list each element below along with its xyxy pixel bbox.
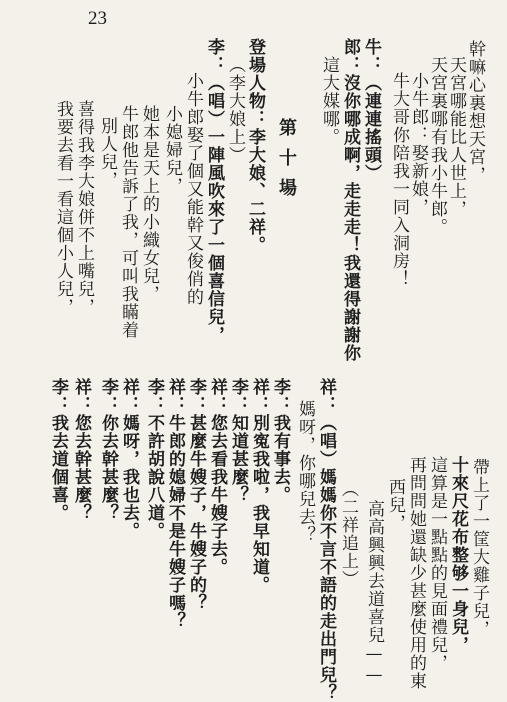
text-column: 她本是天上的小織女兒， — [139, 105, 159, 303]
text-column: 高高興興去道喜兒—— — [364, 500, 384, 686]
text-column: 李：我去道個喜。 — [48, 378, 68, 522]
text-column: 這算是一點點的見面禮兒， — [427, 456, 447, 672]
text-column: 這大媒哪。 — [319, 56, 339, 146]
page-number: 23 — [88, 8, 107, 29]
text-column: 小牛郎娶了個又能幹又俊俏的 — [183, 72, 203, 306]
text-column: 喜得我李大娘併不上嘴兒， — [74, 100, 94, 316]
text-column: 祥：牛郎的媳婦不是牛嫂子嗎？ — [165, 378, 185, 630]
text-column: 再問問她還缺少甚麼使用的東 — [406, 456, 426, 690]
text-column: 我要去看一看這個小人兒， — [53, 100, 73, 316]
text-column: 西兒， — [385, 478, 405, 532]
text-column: 天宮哪能比人世上， — [446, 56, 466, 218]
text-column: 李：我有事去。 — [270, 378, 290, 504]
text-column: 李：你去幹甚麼？ — [98, 378, 118, 522]
stage-direction: （李大娘上） — [225, 56, 245, 164]
text-column: 牛郎他告訴了我，可叫我瞞着 — [118, 105, 138, 339]
text-column: 媽呀，你哪兒去？ — [295, 400, 315, 544]
text-column: 李：（唱）一陣風吹來了一個喜信兒， — [204, 38, 224, 344]
text-column: 帶上了一筐大雞子兒， — [469, 458, 489, 638]
text-column: 祥：您去幹甚麼？ — [71, 378, 91, 522]
text-column: 李：不許胡說八道。 — [144, 378, 164, 540]
text-column: 天宮裏哪有我小牛郎。 — [427, 56, 447, 236]
text-column: 幹嘛心裏想天宮， — [465, 40, 485, 184]
text-column: 別人兒， — [97, 117, 117, 189]
text-column: 祥：媽呀，我也去。 — [119, 378, 139, 540]
text-column: 小牛郎：娶新娘， — [408, 72, 428, 216]
text-column: 牛大哥你陪我一同入洞房！ — [389, 72, 409, 288]
text-column: 祥：（唱）媽媽你不言不語的走出門兒？ — [316, 378, 336, 702]
cast-list: 登場人物：李大娘、二祥。 — [245, 38, 265, 254]
text-column: 牛：（連連搖頭） — [361, 38, 381, 182]
scene-heading: 第十場 — [276, 118, 297, 208]
text-column: 郎：沒你哪成啊，走走走！我還得謝謝你 — [340, 38, 360, 362]
stage-direction: （二祥追上） — [338, 480, 358, 588]
text-column: 小媳婦兒， — [162, 105, 182, 195]
text-column: 十來尺花布整够一身兒， — [448, 456, 468, 654]
text-column: 李：甚麼牛嫂子，牛嫂子的？ — [186, 378, 206, 612]
text-column: 李：知道甚麼？ — [228, 378, 248, 504]
text-column: 祥：別寃我啦，我早知道。 — [249, 378, 269, 594]
text-column: 祥：您去看我牛嫂子去。 — [207, 378, 227, 576]
